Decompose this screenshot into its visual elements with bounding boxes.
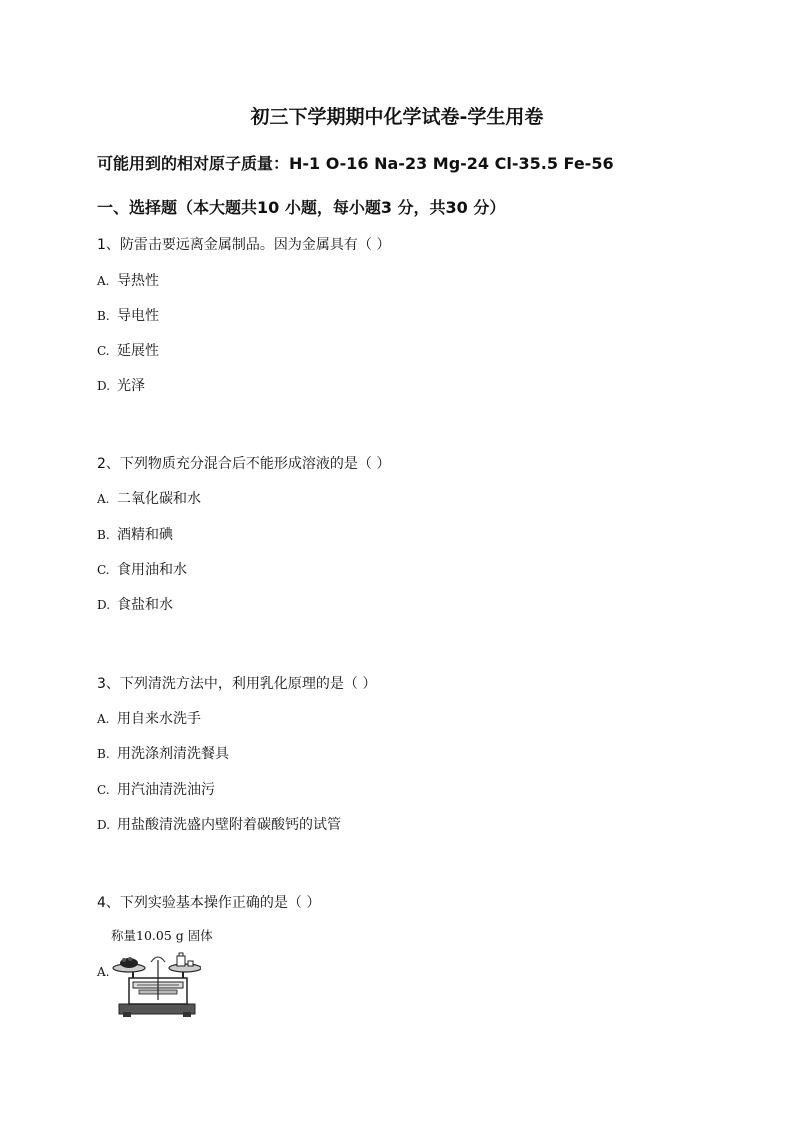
option-text: 延展性 [117,343,159,359]
option-a [97,488,201,508]
option-text: 用汽油清洗油污 [117,782,215,798]
option-letter: C. [97,783,110,797]
option-text: 二氧化碳和水 [117,491,201,507]
option-text: 酒精和碘 [117,527,173,543]
option-text: 食用油和水 [117,562,187,578]
atomic-masses-line: 可能用到的相对原子质量：H-1 O-16 Na-23 Mg-24 Cl-35.5 Fe-56 [97,154,614,173]
option-letter: A. [97,274,110,288]
option-letter: B. [97,309,110,323]
option-letter: B. [97,747,110,761]
option-b [97,743,229,763]
option-letter: A. [97,492,110,506]
option-text: 光泽 [117,378,145,394]
option-c [97,559,187,579]
option-text: 用盐酸清洗盛内壁附着碳酸钙的试管 [117,817,341,833]
option-letter: A. [97,712,110,726]
option-letter: B. [97,528,110,542]
option-a [97,270,159,290]
option-letter: D. [97,598,111,612]
figure-label: 称量10.05 g 固体 [111,928,213,943]
option-d [97,375,145,395]
option-text: 导热性 [117,273,159,289]
option-text: 食盐和水 [117,597,173,613]
option-c [97,779,215,799]
option-letter: C. [97,563,110,577]
question-stem: 1、防雷击要远离金属制品。因为金属具有（ ） [97,237,391,253]
option-b [97,305,159,325]
question-stem: 4、下列实验基本操作正确的是（ ） [97,895,321,911]
option-letter: A. [97,965,110,979]
option-d [97,814,341,834]
balance-scale-illustration [111,942,201,1022]
section-heading: 一、选择题（本大题共10 小题，每小题3 分，共30 分） [97,198,506,217]
option-text: 用洗涤剂清洗餐具 [117,746,229,762]
option-text: 用自来水洗手 [117,711,201,727]
option-letter: D. [97,379,111,393]
question-stem: 2、下列物质充分混合后不能形成溶液的是（ ） [97,456,391,472]
option-letter: C. [97,344,110,358]
question-stem: 3、下列清洗方法中，利用乳化原理的是（ ） [97,676,377,692]
option-text: 导电性 [117,308,159,324]
option-letter: D. [97,818,111,832]
option-b [97,524,173,544]
option-d [97,594,173,614]
option-a [97,708,201,728]
option-c [97,340,159,360]
page-title: 初三下学期期中化学试卷-学生用卷 [250,106,544,128]
